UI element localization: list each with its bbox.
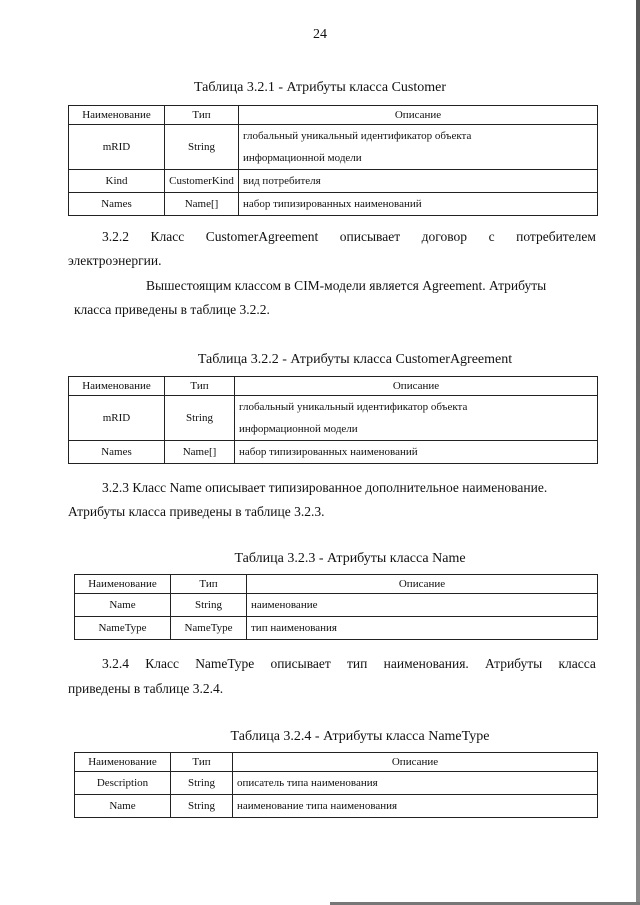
header-type: Тип xyxy=(165,377,235,396)
word: Атрибуты xyxy=(485,656,543,671)
word: CustomerAgreement xyxy=(205,229,319,244)
word: с xyxy=(488,229,495,244)
paragraph-3-2-4-line-2: приведены в таблице 3.2.4. xyxy=(68,681,224,696)
table-row xyxy=(69,170,598,193)
word: потребителем xyxy=(516,229,596,244)
table-row xyxy=(75,795,598,818)
cell-description xyxy=(235,396,598,441)
word: NameType xyxy=(195,656,255,671)
word: класса xyxy=(558,656,596,671)
cell-type: String xyxy=(165,125,239,170)
cell-type: String xyxy=(171,772,233,795)
word: описывает xyxy=(339,229,401,244)
description-line-2: информационной модели xyxy=(239,423,358,435)
description-line-1: глобальный уникальный идентификатор объекта xyxy=(239,401,468,413)
cell-name: Names xyxy=(69,193,165,216)
table3 xyxy=(74,574,598,640)
paragraph-superclass-line-2: класса приведены в таблице 3.2.2. xyxy=(74,302,270,317)
cell-type: String xyxy=(165,396,235,441)
table-header-row xyxy=(69,106,598,125)
word: описывает xyxy=(270,656,331,671)
header-description: Описание xyxy=(235,377,598,396)
word: Класс xyxy=(150,229,185,244)
table-row xyxy=(75,594,598,617)
cell-type: String xyxy=(171,795,233,818)
table-row xyxy=(75,617,598,640)
cell-name: Kind xyxy=(69,170,165,193)
cell-name: Names xyxy=(69,441,165,464)
paragraph-3-2-4-line-1 xyxy=(102,652,596,676)
cell-description: тип наименования xyxy=(247,617,598,640)
cell-type: Name[] xyxy=(165,193,239,216)
paragraph-3-2-2-line-1 xyxy=(102,225,596,249)
scan-edge xyxy=(636,0,640,905)
cell-name: mRID xyxy=(69,396,165,441)
table-row xyxy=(69,441,598,464)
table-header-row xyxy=(75,753,598,772)
table1 xyxy=(68,105,598,216)
paragraph-3-2-2-line-2: электроэнергии. xyxy=(68,253,162,268)
cell-name: Name xyxy=(75,795,171,818)
paragraph-3-2-3-line-2: Атрибуты класса приведены в таблице 3.2.3. xyxy=(68,504,325,519)
header-name: Наименование xyxy=(69,106,165,125)
cell-type: String xyxy=(171,594,247,617)
word: договор xyxy=(421,229,468,244)
cell-name: Name xyxy=(75,594,171,617)
table-header-row xyxy=(75,575,598,594)
header-description: Описание xyxy=(247,575,598,594)
word: Класс xyxy=(145,656,179,671)
table2-caption: Таблица 3.2.2 - Атрибуты класса CustomerAgreement xyxy=(197,352,513,367)
table-row xyxy=(69,125,598,170)
cell-type: CustomerKind xyxy=(165,170,239,193)
cell-description: набор типизированных наименований xyxy=(235,441,598,464)
cell-description: наименование xyxy=(247,594,598,617)
cell-description: вид потребителя xyxy=(239,170,598,193)
description-line-1: глобальный уникальный идентификатор объекта xyxy=(243,130,472,142)
word: 3.2.4 xyxy=(102,656,129,671)
cell-description: описатель типа наименования xyxy=(233,772,598,795)
table4 xyxy=(74,752,598,818)
paragraph-3-2-3-line-1: 3.2.3 Класс Name описывает типизированное дополнительное наименование. xyxy=(102,480,548,495)
description-line-2: информационной модели xyxy=(243,152,362,164)
cell-name: mRID xyxy=(69,125,165,170)
table1-caption: Таблица 3.2.1 - Атрибуты класса Customer xyxy=(193,80,447,95)
header-name: Наименование xyxy=(75,575,171,594)
table-row xyxy=(69,193,598,216)
word: тип xyxy=(347,656,368,671)
cell-type: Name[] xyxy=(165,441,235,464)
table2 xyxy=(68,376,598,464)
header-name: Наименование xyxy=(69,377,165,396)
cell-description: набор типизированных наименований xyxy=(239,193,598,216)
table4-caption: Таблица 3.2.4 - Атрибуты класса NameType xyxy=(230,729,490,744)
page-number: 24 xyxy=(313,27,327,42)
word: 3.2.2 xyxy=(102,229,129,244)
table-header-row xyxy=(69,377,598,396)
header-description: Описание xyxy=(233,753,598,772)
table-row xyxy=(75,772,598,795)
header-name: Наименование xyxy=(75,753,171,772)
paragraph-superclass-line-1: Вышестоящим классом в CIM-модели является Agreement. Атрибуты xyxy=(146,278,547,293)
header-type: Тип xyxy=(171,753,233,772)
cell-type: NameType xyxy=(171,617,247,640)
table3-caption: Таблица 3.2.3 - Атрибуты класса Name xyxy=(234,551,466,566)
header-type: Тип xyxy=(171,575,247,594)
cell-name: Description xyxy=(75,772,171,795)
header-type: Тип xyxy=(165,106,239,125)
cell-name: NameType xyxy=(75,617,171,640)
header-description: Описание xyxy=(239,106,598,125)
word: наименования. xyxy=(383,656,469,671)
cell-description: наименование типа наименования xyxy=(233,795,598,818)
cell-description xyxy=(239,125,598,170)
table-row xyxy=(69,396,598,441)
